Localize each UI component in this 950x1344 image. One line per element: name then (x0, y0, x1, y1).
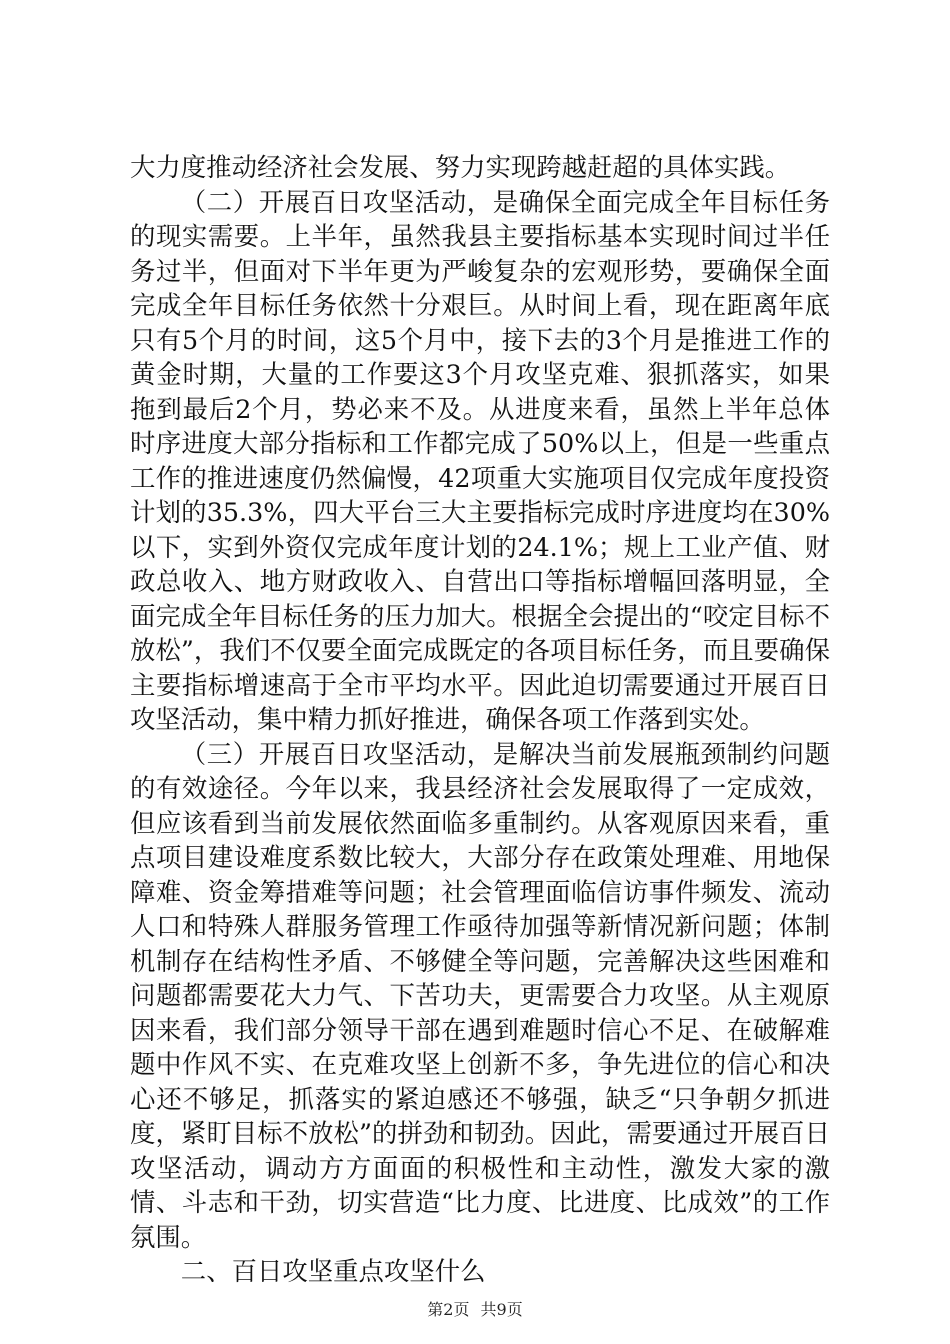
page-footer (0, 1300, 950, 1320)
page-total: 共9页 (480, 1300, 523, 1319)
page-number: 第2页 (427, 1300, 470, 1319)
document-body (130, 150, 830, 1289)
section-heading: 二、百日攻坚重点攻坚什么 (180, 1256, 486, 1286)
paragraph-continuation: 大力度推动经济社会发展、努力实现跨越赶超的具体实践。 (130, 152, 791, 182)
paragraph-section-two: （二）开展百日攻坚活动，是确保全面完成全年目标任务的现实需要。上半年，虽然我县主要指标基本实现时间过半任务过半，但面对下半年更为严峻复杂的宏观形势，要确保全面完成全年目标任务依然十分艰巨。从时间上看，现在距离年底只有5个月的时间，这5个月中，接下去的3个月是推进工作的黄金时期，大量的工作要这3个月攻坚克难、狠抓落实，如果拖到最后2个月，势必来不及。从进度来看，虽然上半年总体时序进度大部分指标和工作都完成了50%以上，但是一些重点工作的推进速度仍然偏慢，42项重大实施项目仅完成年度投资计划的35.3%，四大平台三大主要指标完成时序进度均在30%以下，实到外资仅完成年度计划的24.1%；规上工业产值、财政总收入、地方财政收入、自营出口等指标增幅回落明显，全面完成全年目标任务的压力加大。根据全会提出的“咬定目标不放松”，我们不仅要全面完成既定的各项目标任务，而且要确保主要指标增速高于全市平均水平。因此迫切需要通过开展百日攻坚活动，集中精力抓好推进，确保各项工作落到实处。 (130, 186, 830, 734)
paragraph-section-three: （三）开展百日攻坚活动，是解决当前发展瓶颈制约问题的有效途径。今年以来，我县经济社会发展取得了一定成效，但应该看到当前发展依然面临多重制约。从客观原因来看，重点项目建设难度系数比较大，大部分存在政策处理难、用地保障难、资金筹措难等问题；社会管理面临信访事件频发、流动人口和特殊人群服务管理工作亟待加强等新情况新问题；体制机制存在结构性矛盾、不够健全等问题，完善解决这些困难和问题都需要花大力气、下苦功夫，更需要合力攻坚。从主观原因来看，我们部分领导干部在遇到难题时信心不足、在破解难题中作风不实、在克难攻坚上创新不多，争先进位的信心和决心还不够足，抓落实的紧迫感还不够强，缺乏“只争朝夕抓进度，紧盯目标不放松”的拼劲和韧劲。因此，需要通过开展百日攻坚活动，调动方方面面的积极性和主动性，激发大家的激情、斗志和干劲，切实营造“比力度、比进度、比成效”的工作氛围。 (130, 738, 830, 1252)
